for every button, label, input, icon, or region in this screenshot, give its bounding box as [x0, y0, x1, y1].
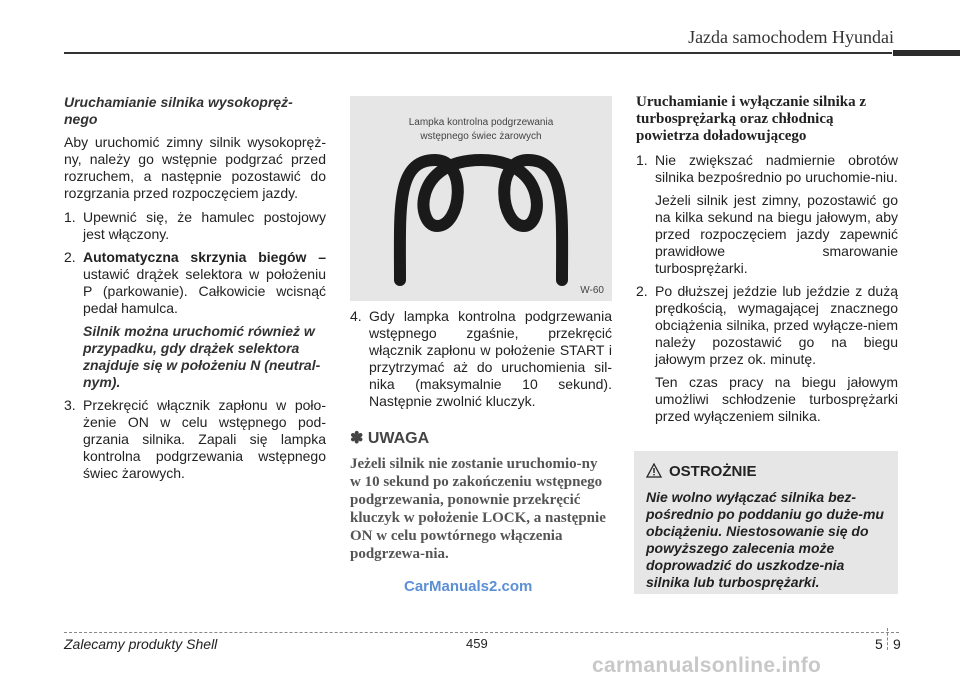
list-item [64, 397, 326, 482]
caution-title: OSTROŻNIE [669, 463, 757, 480]
item-text: Upewnić się, że hamulec postojowy jest włączony. [83, 209, 326, 242]
item-text: ustawić drążek selektora w położeniu P (parkowanie). Całkowicie wcisnąć pedał hamulca. [83, 266, 326, 316]
footer-sponsor-text: Zalecamy produkty Shell [64, 636, 218, 652]
note-text: Jeżeli silnik nie zostanie uruchomio-ny w 10 sekund po zakończeniu wstępnego podgrzewania, ponownie przekręcić kluczyk w położenie LOCK, a następnie ON w celu powtórnego włączenia podgrzewa-nia. [350, 456, 606, 562]
list-item [64, 209, 326, 243]
section-title-diesel-start: Uruchamianie silnika wysokopręż- nego [64, 94, 293, 127]
item-number: 4. [350, 308, 362, 324]
header-thumb-tab [893, 50, 960, 56]
list-item [636, 283, 898, 368]
item-extra: Ten czas pracy na biegu jałowym umożliwi schłodzenie turbosprężarki przed wyłączeniem silnika. [655, 374, 898, 424]
item-emphasis: Automatyczna skrzynia biegów – [83, 249, 326, 265]
footer-separator [887, 628, 888, 650]
selector-note: Silnik można uruchomić również w przypadku, gdy drążek selektora znajduje się w położeniu N (neutral-nym). [83, 323, 321, 390]
caution-text: Nie wolno wyłączać silnika bez-pośrednio po poddaniu go duże-mu obciążeniu. Niestosowanie się do powyższego zalecenia może doprowadzić do uszkodze-nia silnika lub turbosprężarki. [646, 489, 884, 590]
glow-plug-coil-icon [390, 148, 572, 288]
footer-rule [64, 632, 899, 633]
item-text: Przekręcić włącznik zapłonu w poło-żenie ON w celu wstępnego pod-grzania silnika. Zapali się lampka kontrolna podgrzewania wstępnego świec żarowych. [83, 397, 326, 481]
section-title-turbo: Uruchamianie i wyłączanie silnika z turbosprężarką oraz chłodnicą powietrza doładowującego [636, 94, 866, 144]
column-left [64, 94, 326, 488]
list-item [636, 152, 898, 186]
list-item [64, 249, 326, 317]
warning-triangle-icon [646, 463, 662, 478]
column-right [636, 94, 898, 431]
item-number: 2. [64, 249, 76, 265]
footer-site-watermark[interactable]: carmanualsonline.info [592, 654, 822, 677]
item-number: 1. [64, 209, 76, 225]
footer-section-page: 9 [893, 636, 901, 652]
item-number: 1. [636, 152, 648, 168]
item-number: 2. [636, 283, 648, 299]
item-text: Po dłuższej jeździe lub jeździe z dużą prędkością, wymagającej znacznego obciążenia silnika, przed wyłącze-niem należy pozostawić go na biegu jałowym przez ok. minutę. [655, 283, 898, 367]
note-heading: ✽ UWAGA [350, 430, 430, 447]
footer-section-number: 5 [875, 636, 883, 652]
item-text: Gdy lampka kontrolna podgrzewania wstępnego zgaśnie, przekręcić włącznik zapłonu w położenie START i przytrzymać aż do uruchomienia sil-nika (maksymalnie 10 sekund). Następnie zwolnić kluczyk. [369, 308, 612, 409]
item-text: Nie zwiększać nadmiernie obrotów silnika bezpośrednio po uruchomie-niu. [655, 152, 898, 185]
header-title: Jazda samochodem Hyundai [688, 27, 894, 47]
list-item [350, 308, 612, 410]
item-number: 3. [64, 397, 76, 413]
intro-paragraph: Aby uruchomić zimny silnik wysokopręż-ny, należy go wstępnie podgrzać przed rozruchem, a następnie pozostawić do rozgrzania przed rozpoczęciem jazdy. [64, 134, 326, 201]
column-middle [350, 308, 612, 563]
footer-page-number: 459 [466, 636, 488, 651]
caution-box [634, 451, 898, 594]
header-rule [64, 52, 892, 54]
glow-plug-figure [350, 96, 612, 301]
caution-heading [646, 463, 757, 480]
item-extra: Jeżeli silnik jest zimny, pozostawić go na kilka sekund na biegu jałowym, aby przed rozpoczęciem jazdy zapewnić prawidłowe smarowanie turbosprężarki. [655, 192, 898, 276]
figure-label: Lampka kontrolna podgrzewania wstępnego świec żarowych [408, 117, 554, 142]
watermark-link[interactable]: CarManuals2.com [404, 578, 533, 595]
figure-code: W-60 [580, 285, 604, 296]
